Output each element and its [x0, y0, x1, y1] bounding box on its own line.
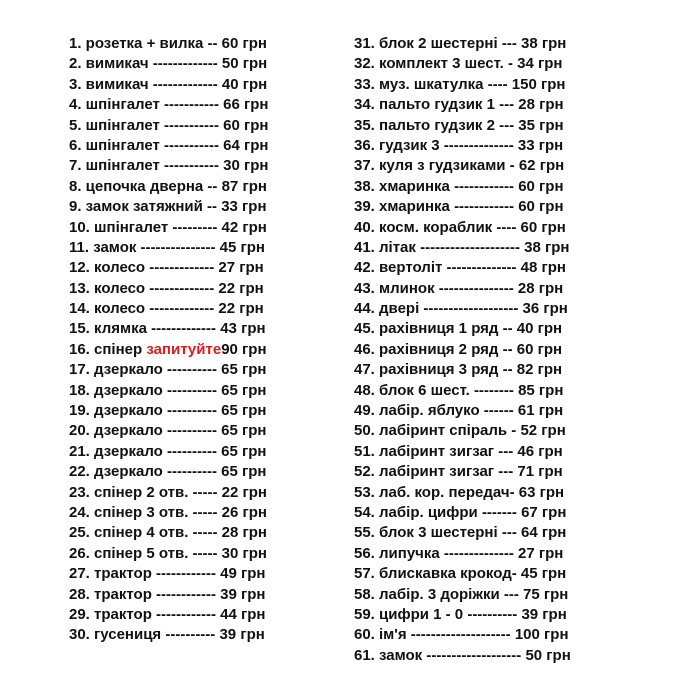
item-name: 41. літак --------------------: [354, 238, 525, 256]
item-price: 44 грн: [220, 605, 266, 623]
price-list-item: [69, 299, 269, 319]
item-price: 26 грн: [221, 503, 267, 521]
item-price: 34 грн: [517, 55, 563, 73]
price-list-item: [354, 360, 571, 380]
price-list-item: [354, 75, 571, 95]
item-name: 24. спінер 3 отв. -----: [69, 503, 222, 521]
price-list-item: [69, 483, 269, 503]
item-name: 61. замок -------------------: [354, 646, 526, 664]
price-list-item: [69, 279, 269, 299]
item-price: 64 грн: [520, 524, 567, 542]
item-name: 47. рахівниця 3 ряд --: [354, 361, 517, 379]
item-name: 39. хмаринка ------------: [354, 198, 519, 216]
price-list-item: [354, 218, 571, 238]
item-price: 39 грн: [219, 626, 265, 644]
price-list-item: [69, 177, 269, 197]
price-list-item: [354, 523, 571, 543]
item-name: 27. трактор ------------: [69, 565, 221, 583]
price-list-item: [354, 136, 571, 156]
price-list-item: [354, 95, 571, 115]
price-list-item: [69, 238, 269, 258]
item-name: 45. рахівниця 1 ряд --: [354, 320, 517, 338]
item-name: 25. спінер 4 отв. -----: [69, 524, 222, 542]
price-list-item: [69, 340, 269, 360]
item-price: 65 грн: [221, 361, 267, 379]
item-price: 45 грн: [219, 238, 265, 256]
item-name: 11. замок ---------------: [69, 238, 220, 256]
item-price: 38 грн: [524, 238, 570, 256]
item-price: 150 грн: [511, 75, 566, 93]
item-price: 65 грн: [221, 422, 267, 440]
item-name: 7. шпінгалет -----------: [69, 157, 224, 175]
item-price: 39 грн: [521, 605, 567, 623]
item-price: 64 грн: [223, 136, 269, 154]
item-price: 65 грн: [221, 381, 267, 399]
item-name: 57. блискавка крокод-: [354, 565, 521, 583]
item-price: 36 грн: [522, 300, 568, 318]
price-list-item: [354, 462, 571, 482]
price-list-item: [354, 585, 571, 605]
item-name: 14. колесо -------------: [69, 300, 219, 318]
price-list-item: [354, 646, 571, 666]
price-list-item: [354, 299, 571, 319]
item-name: 31. блок 2 шестерні ---: [354, 35, 521, 52]
item-price: 49 грн: [220, 565, 266, 583]
item-price: 28 грн: [517, 279, 564, 297]
item-name: 56. липучка --------------: [354, 544, 518, 562]
item-price: 71 грн: [517, 463, 563, 481]
price-list-item: [354, 605, 571, 625]
price-list-item: [354, 156, 571, 176]
item-name: 29. трактор ------------: [69, 605, 221, 623]
price-list-item: [69, 503, 269, 523]
item-name: 4. шпінгалет -----------: [69, 96, 224, 114]
item-price: 28 грн: [221, 524, 267, 542]
price-list-left-column: [69, 34, 269, 646]
item-price: 45 грн: [520, 565, 567, 583]
item-price: 38 грн: [520, 35, 567, 52]
item-price: 22 грн: [221, 483, 267, 501]
item-price: 60 грн: [223, 116, 269, 134]
item-name: 23. спінер 2 отв. -----: [69, 483, 222, 501]
item-price: 61 грн: [517, 402, 564, 420]
item-price: 60 грн: [221, 35, 267, 52]
item-price: 90 грн: [221, 340, 267, 358]
item-name: 42. вертоліт --------------: [354, 259, 521, 277]
item-name: 12. колесо -------------: [69, 259, 219, 277]
price-list-item: [69, 544, 269, 564]
price-list-item: [354, 279, 571, 299]
item-name: 48. блок 6 шест. --------: [354, 381, 519, 399]
item-name: 18. дзеркало ----------: [69, 381, 222, 399]
item-name: 55. блок 3 шестерні ---: [354, 524, 521, 542]
price-list-item: [69, 116, 269, 136]
item-price: 63 грн: [518, 483, 565, 501]
item-name: 17. дзеркало ----------: [69, 361, 222, 379]
item-name: 21. дзеркало ----------: [69, 442, 222, 460]
price-list-item: [354, 34, 571, 54]
item-price: 33 грн: [517, 136, 564, 154]
item-price: 65 грн: [221, 402, 267, 420]
item-price: 67 грн: [521, 503, 567, 521]
item-name: 38. хмаринка ------------: [354, 177, 519, 195]
price-list-item: [354, 116, 571, 136]
item-price: 28 грн: [518, 96, 564, 114]
item-price: 40 грн: [516, 320, 563, 338]
price-list-item: [354, 381, 571, 401]
item-name: 15. клямка -------------: [69, 320, 221, 338]
price-list-item: [354, 421, 571, 441]
item-price: 60 грн: [516, 340, 563, 358]
item-price: 30 грн: [221, 544, 267, 562]
item-name: 44. двері -------------------: [354, 300, 523, 318]
price-list-item: [354, 503, 571, 523]
price-list-right-column: [354, 34, 571, 666]
item-price: 27 грн: [518, 544, 564, 562]
price-list-item: [354, 238, 571, 258]
item-name: 16. спінер: [69, 340, 147, 358]
item-price: 52 грн: [520, 422, 566, 440]
item-name: 22. дзеркало ----------: [69, 463, 222, 481]
item-price: 100 грн: [514, 626, 569, 644]
price-list-item: [69, 54, 269, 74]
item-price: 66 грн: [223, 96, 269, 114]
item-name: 58. лабір. 3 доріжки ---: [354, 585, 524, 603]
item-price: 48 грн: [520, 259, 566, 277]
price-list-item: [69, 156, 269, 176]
item-price: 60 грн: [520, 218, 566, 236]
price-list-item: [69, 421, 269, 441]
price-list-item: [69, 564, 269, 584]
item-price: 87 грн: [221, 177, 267, 195]
price-list-item: [354, 319, 571, 339]
price-list-item: [69, 197, 269, 217]
item-name: 33. муз. шкатулка ----: [354, 75, 512, 93]
item-price: 43 грн: [220, 320, 266, 338]
item-name: 43. млинок ---------------: [354, 279, 518, 297]
price-list-item: [69, 75, 269, 95]
price-list-item: [69, 605, 269, 625]
item-name: 19. дзеркало ----------: [69, 402, 222, 420]
item-name: 13. колесо -------------: [69, 279, 219, 297]
price-list-item: [69, 442, 269, 462]
item-name: 35. пальто гудзик 2 ---: [354, 116, 519, 134]
item-price: 33 грн: [221, 198, 267, 216]
item-name: 60. ім'я --------------------: [354, 626, 515, 644]
item-price: 50 грн: [221, 55, 268, 73]
item-price: 22 грн: [218, 300, 264, 318]
price-list-item: [69, 95, 269, 115]
item-price: 42 грн: [221, 218, 267, 236]
item-name: 3. вимикач -------------: [69, 75, 222, 93]
item-name: 28. трактор ------------: [69, 585, 221, 603]
price-list-item: [354, 258, 571, 278]
item-price: 22 грн: [218, 279, 264, 297]
item-price: 75 грн: [523, 585, 569, 603]
price-list-item: [354, 544, 571, 564]
item-name: 34. пальто гудзик 1 ---: [354, 96, 519, 114]
item-name: 37. куля з гудзиками -: [354, 157, 519, 175]
item-price: 39 грн: [220, 585, 266, 603]
item-price: 65 грн: [221, 463, 267, 481]
item-name: 50. лабіринт спіраль -: [354, 422, 521, 440]
price-list-item: [69, 585, 269, 605]
item-name: 36. гудзик 3 --------------: [354, 136, 518, 154]
price-list-item: [354, 177, 571, 197]
item-name: 59. цифри 1 - 0 ----------: [354, 605, 522, 623]
item-name: 5. шпінгалет -----------: [69, 116, 224, 134]
price-list-item: [69, 625, 269, 645]
price-list-item: [69, 381, 269, 401]
item-name: 49. лабір. яблуко ------: [354, 402, 518, 420]
item-price: 40 грн: [221, 75, 268, 93]
price-list-item: [354, 483, 571, 503]
price-list-item: [69, 34, 269, 54]
price-list-item: [69, 523, 269, 543]
price-list-item: [69, 218, 269, 238]
price-list-item: [354, 564, 571, 584]
item-name: 53. лаб. кор. передач-: [354, 483, 519, 501]
price-list-item: [69, 319, 269, 339]
item-price: 60 грн: [518, 177, 564, 195]
price-list-item: [354, 197, 571, 217]
item-name: 46. рахівниця 2 ряд --: [354, 340, 517, 358]
price-list-item: [354, 54, 571, 74]
price-list-item: [69, 258, 269, 278]
item-name: 20. дзеркало ----------: [69, 422, 222, 440]
item-price: 85 грн: [518, 381, 564, 399]
item-name: 54. лабір. цифри -------: [354, 503, 522, 521]
item-name: 40. косм. кораблик ----: [354, 218, 521, 236]
item-name: 30. гусениця ----------: [69, 626, 220, 644]
item-name: 6. шпінгалет -----------: [69, 136, 224, 154]
item-name: 1. розетка + вилка --: [69, 35, 222, 52]
item-name: 52. лабіринт зигзаг ---: [354, 463, 518, 481]
price-list-item: [69, 136, 269, 156]
inquire-note: запитуйте: [146, 340, 222, 358]
item-price: 62 грн: [518, 157, 565, 175]
item-name: 26. спінер 5 отв. -----: [69, 544, 222, 562]
price-list-item: [354, 401, 571, 421]
item-name: 10. шпінгалет ---------: [69, 218, 222, 236]
item-price: 60 грн: [518, 198, 564, 216]
item-price: 35 грн: [518, 116, 564, 134]
item-price: 27 грн: [218, 259, 264, 277]
item-price: 82 грн: [516, 361, 563, 379]
item-price: 65 грн: [221, 442, 267, 460]
price-list-item: [354, 442, 571, 462]
item-name: 9. замок затяжний --: [69, 198, 222, 216]
price-list-item: [69, 462, 269, 482]
price-list-item: [354, 625, 571, 645]
item-name: 51. лабіринт зигзаг ---: [354, 442, 518, 460]
price-list-item: [69, 360, 269, 380]
item-name: 32. комплект 3 шест. -: [354, 55, 518, 73]
price-list-item: [69, 401, 269, 421]
item-price: 46 грн: [517, 442, 563, 460]
item-name: 8. цепочка дверна --: [69, 177, 222, 195]
item-price: 30 грн: [223, 157, 269, 175]
item-name: 2. вимикач -------------: [69, 55, 222, 73]
item-price: 50 грн: [525, 646, 571, 664]
price-list-item: [354, 340, 571, 360]
